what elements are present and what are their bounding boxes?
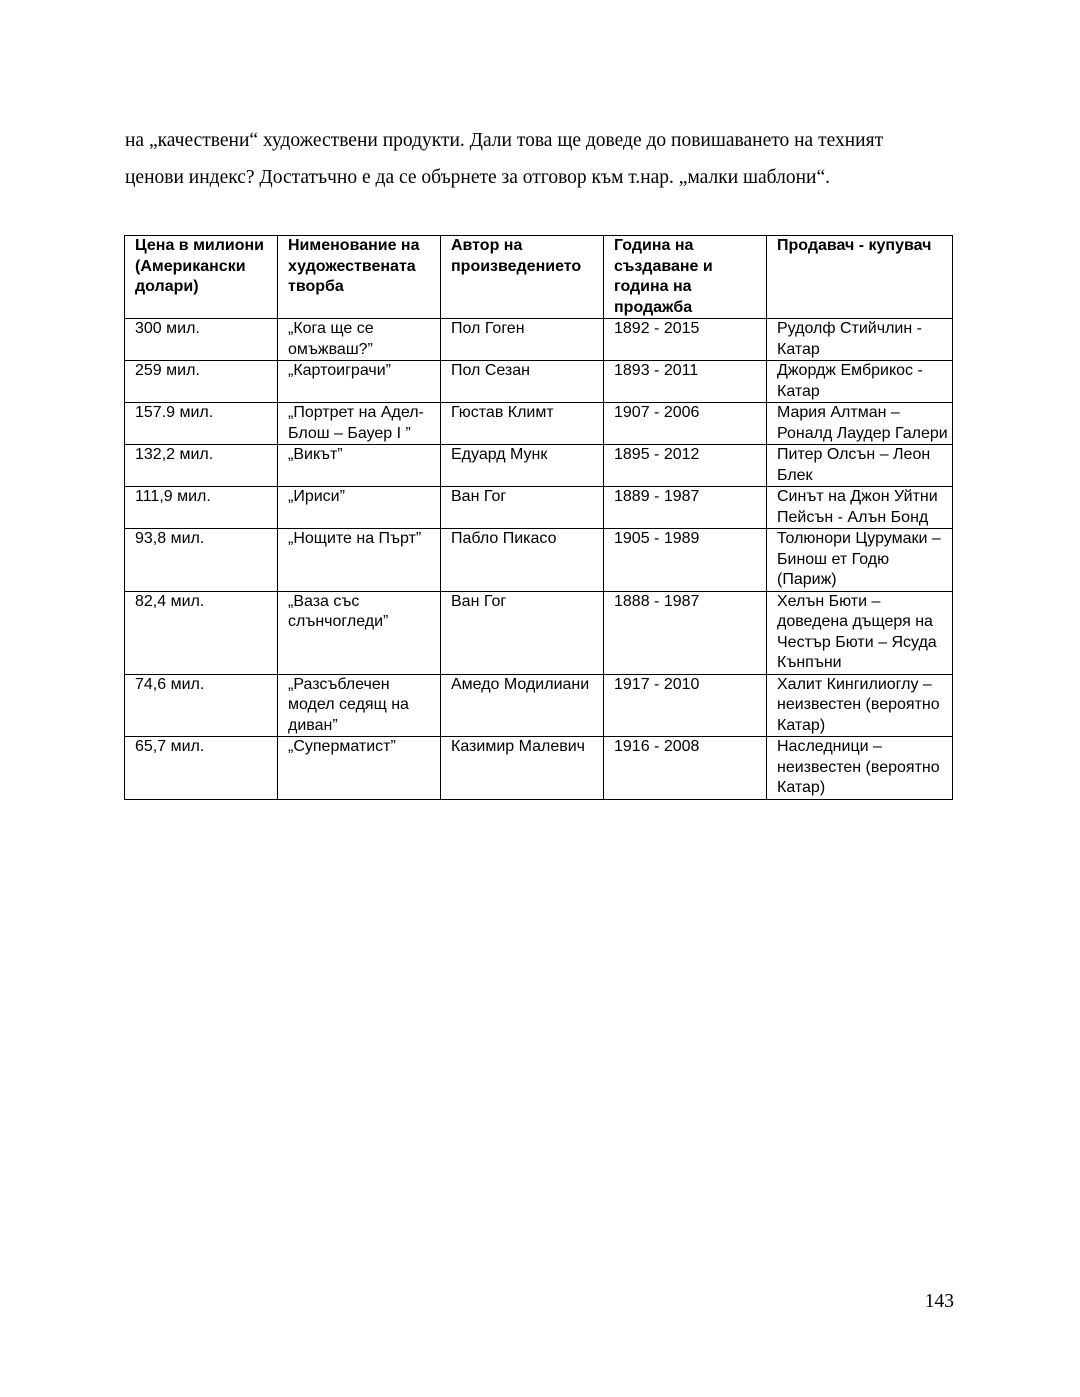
cell-years: 1907 - 2006: [604, 403, 767, 445]
cell-seller-buyer: Джордж Ембрикос - Катар: [767, 361, 953, 403]
header-price: Цена в милиони (Американски долари): [125, 236, 278, 319]
cell-years: 1917 - 2010: [604, 674, 767, 737]
cell-seller-buyer: Хелън Бюти – доведена дъщеря на Честър Бюти – Ясуда Кънпъни: [767, 591, 953, 674]
cell-title: „Картоиграчи”: [278, 361, 441, 403]
table-row: [125, 445, 953, 487]
table-header-row: [125, 236, 953, 319]
cell-author: Амедо Модилиани: [441, 674, 604, 737]
table-row: [125, 591, 953, 674]
cell-title: „Нощите на Пърт”: [278, 529, 441, 592]
cell-price: 82,4 мил.: [125, 591, 278, 674]
cell-years: 1889 - 1987: [604, 487, 767, 529]
cell-years: 1892 - 2015: [604, 319, 767, 361]
cell-title: „Ваза със слънчогледи”: [278, 591, 441, 674]
header-years: Година на създаване и година на продажба: [604, 236, 767, 319]
cell-price: 259 мил.: [125, 361, 278, 403]
header-author: Автор на произведението: [441, 236, 604, 319]
table-row: [125, 674, 953, 737]
cell-years: 1916 - 2008: [604, 737, 767, 800]
cell-years: 1895 - 2012: [604, 445, 767, 487]
table-row: [125, 403, 953, 445]
cell-price: 74,6 мил.: [125, 674, 278, 737]
cell-author: Гюстав Климт: [441, 403, 604, 445]
cell-price: 65,7 мил.: [125, 737, 278, 800]
cell-seller-buyer: Мария Алтман – Роналд Лаудер Галери: [767, 403, 953, 445]
cell-price: 157.9 мил.: [125, 403, 278, 445]
paintings-sales-table: [124, 235, 953, 800]
cell-author: Казимир Малевич: [441, 737, 604, 800]
cell-title: „Викът”: [278, 445, 441, 487]
table-row: [125, 529, 953, 592]
table-row: [125, 319, 953, 361]
paragraph-line: на „качествени“ художествени продукти. Дали това ще доведе до повишаването на техният: [125, 130, 884, 151]
cell-author: Пабло Пикасо: [441, 529, 604, 592]
cell-seller-buyer: Синът на Джон Уйтни Пейсън - Алън Бонд: [767, 487, 953, 529]
cell-years: 1888 - 1987: [604, 591, 767, 674]
cell-title: „Кога ще се омъжваш?”: [278, 319, 441, 361]
cell-seller-buyer: Рудолф Стийчлин - Катар: [767, 319, 953, 361]
cell-price: 111,9 мил.: [125, 487, 278, 529]
table-row: [125, 487, 953, 529]
cell-title: „Ириси”: [278, 487, 441, 529]
table-row: [125, 737, 953, 800]
header-title: Нименование на художествената творба: [278, 236, 441, 319]
cell-price: 300 мил.: [125, 319, 278, 361]
cell-price: 132,2 мил.: [125, 445, 278, 487]
cell-seller-buyer: Толюнори Цурумаки – Бинош ет Годю (Париж): [767, 529, 953, 592]
cell-author: Ван Гог: [441, 487, 604, 529]
cell-seller-buyer: Наследници – неизвестен (вероятно Катар): [767, 737, 953, 800]
cell-author: Ван Гог: [441, 591, 604, 674]
body-paragraph: [125, 122, 965, 196]
paragraph-line: ценови индекс? Достатъчно е да се обърнете за отговор към т.нар. „малки шаблони“.: [125, 167, 830, 188]
cell-years: 1905 - 1989: [604, 529, 767, 592]
cell-price: 93,8 мил.: [125, 529, 278, 592]
cell-author: Пол Гоген: [441, 319, 604, 361]
cell-author: Едуард Мунк: [441, 445, 604, 487]
cell-years: 1893 - 2011: [604, 361, 767, 403]
header-seller-buyer: Продавач - купувач: [767, 236, 953, 319]
cell-seller-buyer: Питер Олсън – Леон Блек: [767, 445, 953, 487]
cell-seller-buyer: Халит Кингилиоглу – неизвестен (вероятно Катар): [767, 674, 953, 737]
page-number: 143: [924, 1291, 954, 1312]
cell-author: Пол Сезан: [441, 361, 604, 403]
cell-title: „Портрет на Адел-Блош – Бауер I ”: [278, 403, 441, 445]
table-row: [125, 361, 953, 403]
cell-title: „Разсъблечен модел седящ на диван”: [278, 674, 441, 737]
cell-title: „Суперматист”: [278, 737, 441, 800]
